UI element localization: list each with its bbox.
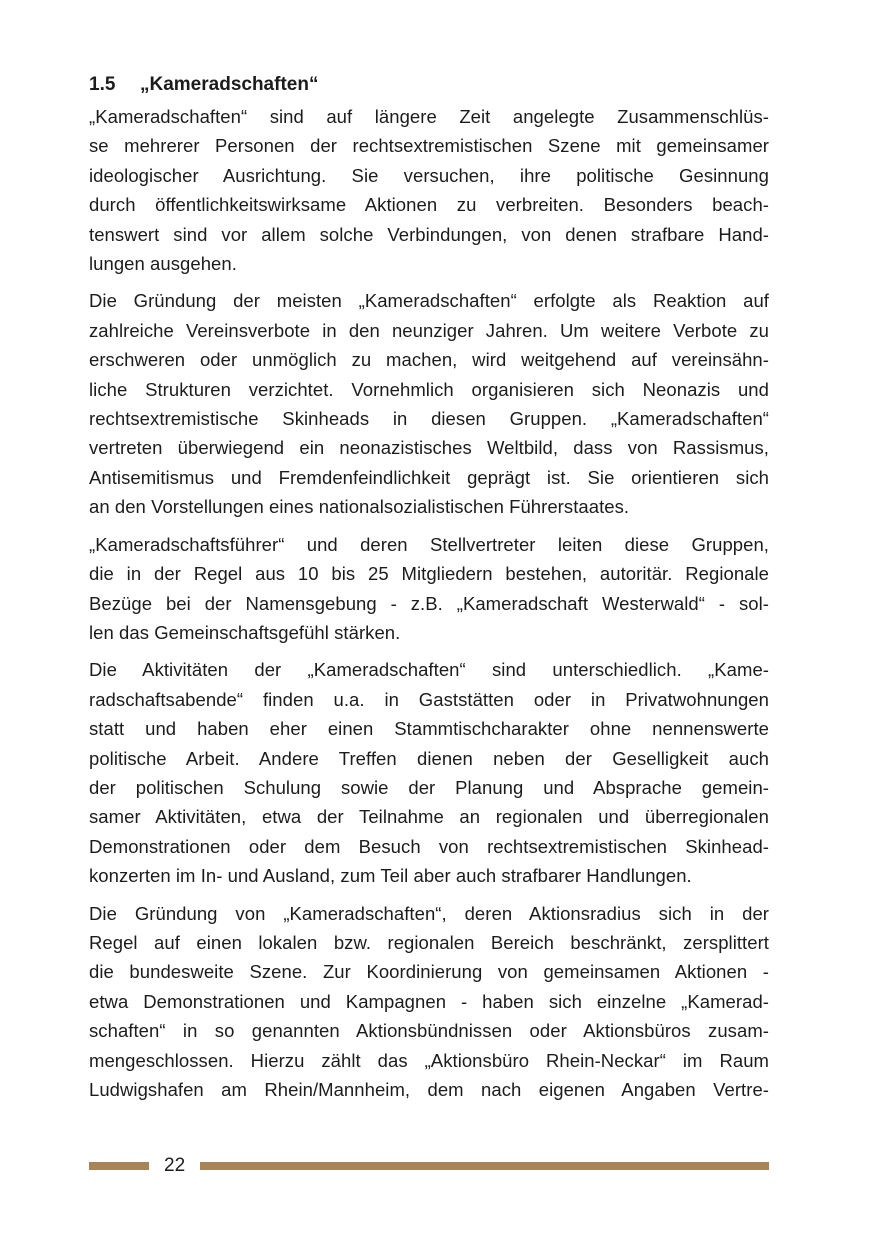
paragraph xyxy=(89,102,769,278)
text-line: Demonstrationen oder dem Besuch von rechtsextremistischen Skinhead- xyxy=(89,835,769,857)
text-line: len das Gemeinschaftsgefühl stärken. xyxy=(89,621,401,643)
text-line: politische Arbeit. Andere Treffen dienen neben der Geselligkeit auch xyxy=(89,747,769,769)
text-line: etwa Demonstrationen und Kampagnen - haben sich einzelne „Kamerad- xyxy=(89,990,769,1012)
body-text xyxy=(89,102,769,1104)
text-line: mengeschlossen. Hierzu zählt das „Aktionsbüro Rhein-Neckar“ im Raum xyxy=(89,1049,769,1071)
paragraph xyxy=(89,286,769,521)
text-line: durch öffentlichkeitswirksame Aktionen zu verbreiten. Besonders beach- xyxy=(89,194,769,216)
text-line: liche Strukturen verzichtet. Vornehmlich organisieren sich Neonazis und xyxy=(89,378,769,400)
text-line: statt und haben eher einen Stammtischcharakter ohne nennenswerte xyxy=(89,718,769,740)
text-line: Antisemitismus und Fremdenfeindlichkeit geprägt ist. Sie orientieren sich xyxy=(89,466,769,488)
text-line: rechtsextremistische Skinheads in diesen Gruppen. „Kameradschaften“ xyxy=(89,408,769,430)
paragraph xyxy=(89,530,769,648)
page-number: 22 xyxy=(164,1155,186,1176)
text-line: konzerten im In- und Ausland, zum Teil aber auch strafbarer Handlungen. xyxy=(89,865,692,887)
text-line: „Kameradschaften“ sind auf längere Zeit angelegte Zusammenschlüs- xyxy=(89,106,769,127)
text-line: Regel auf einen lokalen bzw. regionalen Bereich beschränkt, zersplittert xyxy=(89,931,769,953)
text-line: Bezüge bei der Namensgebung - z.B. „Kameradschaft Westerwald“ - sol- xyxy=(89,592,769,614)
text-line: der politischen Schulung sowie der Planung und Absprache gemein- xyxy=(89,776,769,798)
text-line: Die Gründung von „Kameradschaften“, deren Aktionsradius sich in der xyxy=(89,902,769,924)
footer-bar-right xyxy=(200,1162,769,1170)
text-line: die in der Regel aus 10 bis 25 Mitgliedern bestehen, autoritär. Regionale xyxy=(89,563,769,585)
text-line: Die Aktivitäten der „Kameradschaften“ sind unterschiedlich. „Kame- xyxy=(89,659,769,681)
text-line: die bundesweite Szene. Zur Koordinierung von gemeinsamen Aktionen - xyxy=(89,961,769,983)
text-line: lungen ausgehen. xyxy=(89,253,237,275)
text-line: radschaftsabende“ finden u.a. in Gaststätten oder in Privatwohnungen xyxy=(89,688,769,710)
text-line: vertreten überwiegend ein neonazistisches Weltbild, dass von Rassismus, xyxy=(89,437,769,459)
text-line: tenswert sind vor allem solche Verbindungen, von denen strafbare Hand- xyxy=(89,223,769,245)
text-line: erschweren oder unmöglich zu machen, wird weitgehend auf vereinsähn- xyxy=(89,349,769,371)
text-line: ideologischer Ausrichtung. Sie versuchen, ihre politische Gesinnung xyxy=(89,164,769,186)
text-line: Die Gründung der meisten „Kameradschaften“ erfolgte als Reaktion auf xyxy=(89,290,769,312)
text-line: schaften“ in so genannten Aktionsbündnissen oder Aktionsbüros zusam- xyxy=(89,1020,769,1042)
text-line: an den Vorstellungen eines nationalsozialistischen Führerstaates. xyxy=(89,496,630,518)
text-line: samer Aktivitäten, etwa der Teilnahme an regionalen und überregionalen xyxy=(89,806,769,828)
text-line: zahlreiche Vereinsverbote in den neunziger Jahren. Um weitere Verbote zu xyxy=(89,319,769,341)
text-line: Ludwigshafen am Rhein/Mannheim, dem nach eigenen Angaben Vertre- xyxy=(89,1079,769,1100)
paragraph xyxy=(89,899,769,1105)
section-heading xyxy=(89,70,769,100)
text-line: se mehrerer Personen der rechtsextremistischen Szene mit gemeinsamer xyxy=(89,135,769,157)
section-title: „Kameradschaften“ xyxy=(140,74,319,95)
footer-bar-left xyxy=(89,1162,149,1170)
section-number: 1.5 xyxy=(89,74,116,95)
page-footer xyxy=(89,1151,769,1181)
text-line: „Kameradschaftsführer“ und deren Stellvertreter leiten diese Gruppen, xyxy=(89,533,769,555)
paragraph xyxy=(89,655,769,890)
document-page xyxy=(89,70,769,1112)
